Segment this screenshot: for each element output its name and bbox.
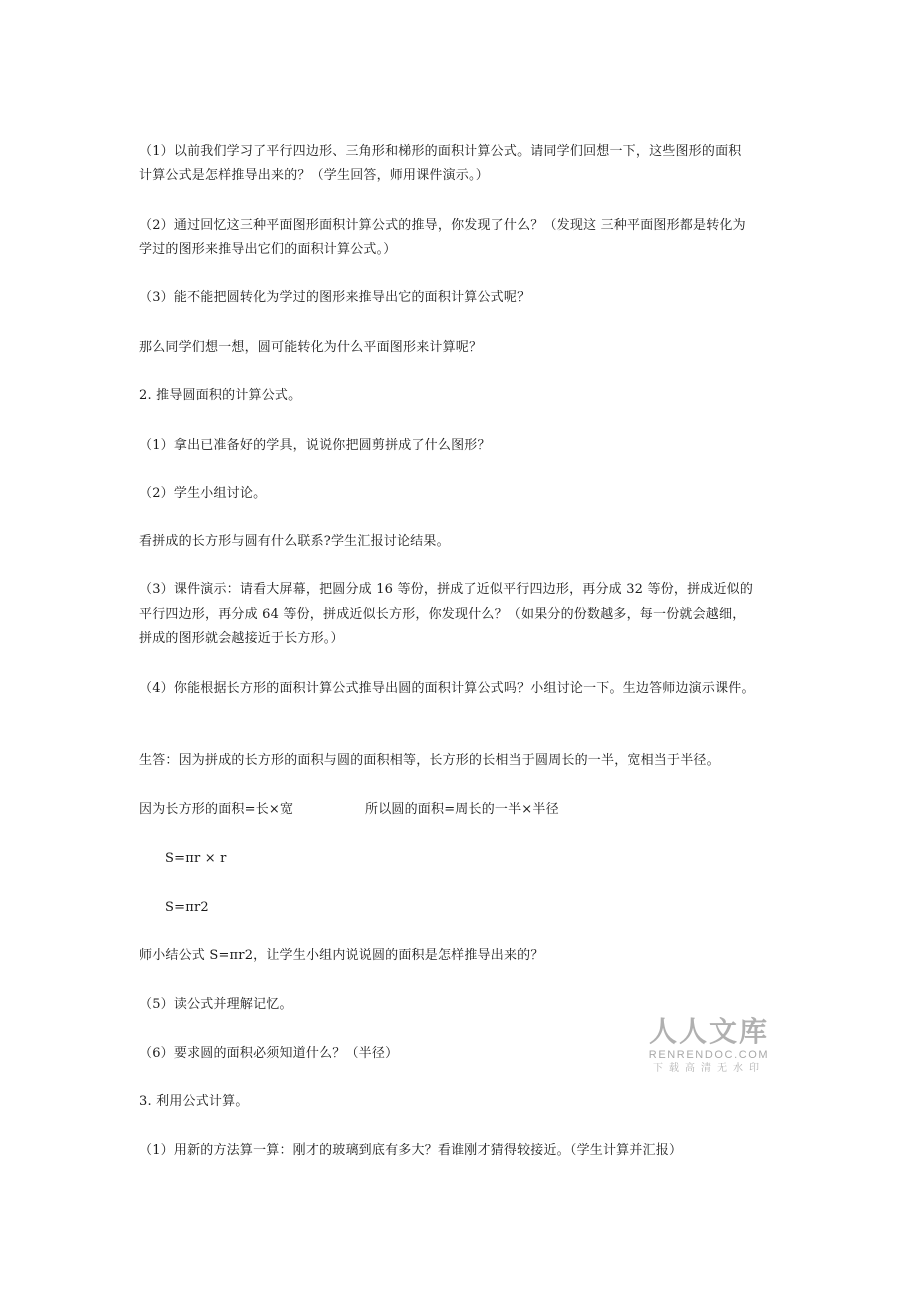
section-heading-3: 3. 利用公式计算。 xyxy=(139,1094,249,1109)
watermark-domain: RENRENDOC.COM xyxy=(648,1049,770,1061)
paragraph-9-line-3: 拼成的图形就会越接近于长方形。） xyxy=(139,631,344,646)
paragraph-6: （1）拿出已准备好的学具，说说你把圆剪拼成了什么图形？ xyxy=(139,438,491,453)
paragraph-14: （5）读公式并理解记忆。 xyxy=(139,997,293,1012)
paragraph-8: 看拼成的长方形与圆有什么联系?学生汇报讨论结果。 xyxy=(139,534,450,549)
paragraph-9-line-2: 平行四边形，再分成 64 等份，拼成近似长方形，你发现什么？（如果分的份数越多，每一份就会越细， xyxy=(139,607,746,622)
paragraph-9-line-1: （3）课件演示：请看大屏幕，把圆分成 16 等份，拼成了近似平行四边形，再分成 32 等份，拼成近似的 xyxy=(139,582,754,597)
paragraph-13: 师小结公式 S=πr2，让学生小组内说说圆的面积是怎样推导出来的？ xyxy=(139,948,544,963)
paragraph-15: （6）要求圆的面积必须知道什么？（半径） xyxy=(139,1046,399,1061)
paragraph-12-left: 因为长方形的面积=长×宽 xyxy=(139,802,294,817)
paragraph-17: （1）用新的方法算一算：刚才的玻璃到底有多大？看谁刚才猜得较接近。（学生计算并汇报） xyxy=(139,1143,683,1158)
paragraph-10: （4）你能根据长方形的面积计算公式推导出圆的面积计算公式吗？小组讨论一下。生边答师边演示课件。 xyxy=(139,681,755,696)
watermark-title: 人人文库 xyxy=(648,1015,769,1048)
watermark-logo xyxy=(644,1016,774,1076)
paragraph-4: 那么同学们想一想，圆可能转化为什么平面图形来计算呢？ xyxy=(139,340,483,355)
paragraph-1-line-2: 计算公式是怎样推导出来的？（学生回答，师用课件演示。） xyxy=(139,168,489,183)
paragraph-2-line-2: 学过的图形来推导出它们的面积计算公式。） xyxy=(139,242,397,257)
paragraph-3: （3）能不能把圆转化为学过的图形来推导出它的面积计算公式呢？ xyxy=(139,290,531,305)
watermark-tagline: 下载高清无水印 xyxy=(653,1063,765,1074)
paragraph-1-line-1: （1）以前我们学习了平行四边形、三角形和梯形的面积计算公式。请同学们回想一下，这些图形的面积 xyxy=(139,144,742,159)
paragraph-12-right: 所以圆的面积=周长的一半×半径 xyxy=(365,802,559,817)
paragraph-11: 生答：因为拼成的长方形的面积与圆的面积相等，长方形的长相当于圆周长的一半，宽相当于半径。 xyxy=(139,753,720,768)
section-heading-2: 2. 推导圆面积的计算公式。 xyxy=(139,388,302,403)
formula-1: S=πr × r xyxy=(165,851,227,866)
paragraph-2-line-1: （2）通过回忆这三种平面图形面积计算公式的推导，你发现了什么？（发现这 三种平面图形都是转化为 xyxy=(139,218,746,233)
formula-2: S=πr2 xyxy=(165,900,209,915)
paragraph-7: （2）学生小组讨论。 xyxy=(139,486,267,501)
